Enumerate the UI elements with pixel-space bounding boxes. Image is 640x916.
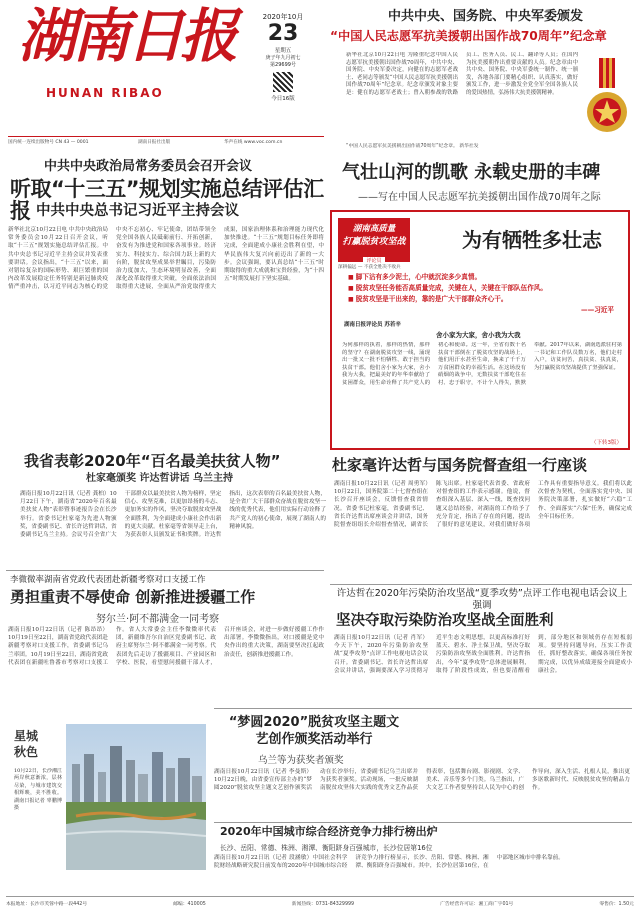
footer-address: 本报地址：长沙市芙蓉中路一段442号: [6, 902, 88, 907]
website-line: 华声在线 www.voc.com.cn: [224, 140, 283, 145]
weekday: 星期五: [274, 48, 292, 54]
photo-block: [6, 724, 206, 872]
city-subhead: 长沙、岳阳、常德、株洲、湘潭、衡阳跻身百强城市，长沙位居第16位: [220, 844, 433, 852]
dream-subhead: 乌兰等为获奖者颁奖: [258, 755, 344, 766]
medal-image: [584, 56, 630, 144]
award-headline: 我省表彰2020年“百名最美扶贫人物”: [24, 452, 281, 470]
city-skyline-image: [66, 724, 206, 870]
editorial-headline: 气壮山河的凯歌 永载史册的丰碑: [342, 162, 601, 183]
date-block: [248, 12, 318, 102]
main-story-text: 新华社北京10月22日电 中共中央政治局常务委员会10月22日召开会议，听取“十三五”规划实施总结评估汇报。中共中央总书记习近平主持会议并发表重要讲话。会议指出，“十三五”以来，面对错综复杂的国际形势、艰巨繁重的国内改革发展稳定任务特别是新冠肺炎疫情严重冲击，以习近平同志为核心的党中央不忘初心、牢记使命，团结带领全党全国各族人民砥砺前行、开拓创新，奋发有为推进党和国家各项事业。经济实力、科技实力、综合国力跃上新的大台阶，脱贫攻坚成果举世瞩目，污染防治力度加大，生态环境明显改善，全面深化改革取得重大突破，全面依法治国取得重大进展，全面从严治党取得重大成果，国家治理体系和治理能力现代化加快推进。“十三五”规划目标任务即将完成，全面建成小康社会胜利在望，中华民族伟大复兴向前迈出了新的一大步。会议强调，要认真总结“十三五”时期取得的重大成就和宝贵经验，为“十四五”时期发展打下坚实基础。: [8, 227, 324, 291]
series-col-heading: 舍小家为大家，舍小我为大我: [436, 331, 521, 339]
logo-pinyin: HUNAN RIBAO: [46, 86, 164, 100]
serial-number: 国内统一连续出版物号 CN 43 — 0001: [8, 140, 89, 145]
dream-headline: “梦圆2020”脱贫攻坚主题文艺创作颁奖活动举行: [228, 715, 400, 747]
award-story: [6, 454, 326, 560]
city-story: [214, 822, 634, 890]
page-count: 今日16版: [271, 96, 295, 102]
photo-caption: 10月22日，长沙湘江两岸秋意渐浓，层林尽染，与城市建筑交相辉映，美不胜收。 湖南日报记者 辜鹏博 摄: [14, 768, 62, 812]
date-month: 2020年10月: [262, 13, 304, 21]
inspection-text: 湖南日报10月22日讯（记者 周勇军）10月22日，国务院第二十七督查组在长沙召开座谈会，反馈督查我省情况。省委书记杜家毫，省委副书记、省长许达哲出席座谈会并讲话，国务院督查组组长介绍督查情况，副省长陈飞出席。杜家毫代表省委、省政府对督查组的工作表示感谢。他说，督查组深入基层、深入一线，既查找问题又总结经验，对湖南的工作给予了充分肯定，指出了存在的问题，提出了很好的意见建议，对我们做好各项工作具有重要指导意义。我们将以此次督查为契机，全面落实党中央、国务院决策部署，扎实做好“六稳”工作、全面落实“六保”任务，确保完成全年目标任务。: [334, 481, 632, 529]
quote-item: ■ 脚下沾有多少泥土，心中就沉淀多少真情。: [348, 273, 482, 281]
award-subhead: 杜家毫颁奖 许达哲讲话 乌兰主持: [86, 473, 233, 484]
series-logo-line1: 湖南高质量: [352, 224, 396, 234]
publisher-line: 湖南日报社出版: [138, 140, 171, 145]
xinjiang-kicker: 李微微率湖南省党政代表团赴新疆考察对口支援工作: [10, 575, 206, 585]
newspaper-logo: 湖南日报: [18, 2, 235, 70]
main-story-subhead: 中共中央总书记习近平主持会议: [36, 203, 239, 219]
series-logo-line2: 打赢脱贫攻坚战: [342, 237, 406, 247]
dream-text: 湖南日报10月22日讯（记者 李曼斯）10月22日晚，由省委宣传部主办的“梦圆2020”脱贫攻坚主题文艺创作颁奖活动在长沙举行，省委副书记乌兰出席并为获奖者颁奖。活动现场，一批反映湖南脱贫攻坚伟大实践的优秀文艺作品获得表彰，包括舞台剧、影视剧、文学、美术、音乐等多个门类。乌兰指出，广大文艺工作者要坚持以人民为中心的创作导向，深入生活、扎根人民，推出更多讴歌新时代、反映脱贫攻坚的精品力作。: [214, 769, 630, 792]
pollution-kicker: 许达哲在2020年污染防治攻坚战“夏季攻势”点评工作电视电话会议上强调: [336, 588, 628, 611]
quote-block: [348, 272, 614, 315]
pollution-text: 湖南日报10月22日讯（记者 肖军）今天下午，2020年污染防治攻坚战“夏季攻势”点评工作电视电话会议召开。省委副书记、省长许达哲出席会议并讲话，强调要深入学习贯彻习近平生态文明思想，以更高标准打好蓝天、碧水、净土保卫战，坚决夺取污染防治攻坚战全面胜利。许达哲指出，今年“夏季攻势”总体进展顺利，取得了阶段性成效，但也要清醒看到，部分地区和领域仍存在短板弱项。要坚持问题导向，压实工作责任，抓好整改落实，确保各项任务按期完成，以优异成绩迎接全面建成小康社会。: [334, 635, 632, 674]
series-box: [330, 210, 630, 450]
main-story-headline: 听取“十三五”规划实施总结评估汇报: [10, 177, 324, 224]
inspection-story: [330, 454, 634, 580]
medal-icon: [584, 56, 630, 144]
top-story-headline: “中国人民志愿军抗美援朝出国作战70周年”纪念章: [330, 29, 607, 43]
series-byline: 湖南日报评论员 苏若辛: [344, 322, 401, 328]
main-story: [6, 160, 326, 450]
footer-ads: 广告经营许可证：湘工商广字01号: [440, 902, 514, 907]
top-story-kicker: 中共中央、国务院、中央军委颁发: [388, 9, 584, 24]
city-photo: [66, 724, 206, 870]
jump-link[interactable]: （下转3版）: [591, 440, 622, 446]
xinjiang-story: [6, 570, 326, 720]
editorial-subhead: ——写在中国人民志愿军抗美援朝出国作战70周年之际: [358, 192, 601, 203]
quote-item: ■ 脱贫攻坚是干出来的，靠的是广大干部群众齐心干。: [348, 295, 508, 303]
photo-title: [14, 728, 38, 760]
photo-title-line: 秋色: [14, 745, 39, 759]
medal-caption: “中国人民志愿军抗美援朝出国作战70周年”纪念章。 新华社发: [346, 144, 479, 149]
award-text: 湖南日报10月22日讯（记者 龚柏）10月22日下午，湖南省“2020年百名最美扶贫人物”表彰暨事迹报告会在长沙举行。省委书记杜家毫为先进人物颁奖，省委副书记、省长许达哲讲话，省委副书记乌兰主持。会议号召全省广大干部群众以最美扶贫人物为榜样，坚定信心、攻坚克难，以更加昂扬的斗志、更加务实的作风，坚决夺取脱贫攻坚战全面胜利，为全面建成小康社会作出新的更大贡献。杜家毫等省领导走上台，为获表彰人员颁发证书和奖牌。许达哲指出，这次表彰的百名最美扶贫人物，是全省广大干部群众奋战在脱贫攻坚一线的优秀代表，他们用实际行动诠释了共产党人的初心使命，展现了湖南人的精神风貌。: [20, 491, 326, 539]
inspection-headline: 杜家毫许达哲与国务院督查组一行座谈: [332, 456, 588, 474]
quote-author: ——习近平: [581, 306, 614, 314]
series-logo-tag: 评论员: [363, 257, 384, 264]
xinjiang-subhead: 努尔兰·阿不都满金一同考察: [96, 614, 220, 625]
pollution-headline: 坚决夺取污染防治攻坚战全面胜利: [336, 613, 554, 629]
photo-title-line: 星城: [14, 729, 39, 743]
footer-hotline: 新闻热线：0731-84329999: [291, 902, 355, 907]
footer-price: 零售价：1.50元: [599, 902, 634, 907]
dream-story: [214, 708, 634, 818]
date-day: 23: [267, 21, 299, 46]
masthead: [0, 0, 328, 150]
city-headline: 2020年中国城市综合经济竞争力排行榜出炉: [220, 825, 438, 838]
pollution-story: [330, 584, 634, 704]
series-logo-sub: 深耕偏远 — 不获全胜决不收兵: [338, 265, 401, 270]
qr-code: [273, 72, 293, 92]
issue-number: 第29699号: [270, 62, 296, 68]
series-headline: 为有牺牲多壮志: [462, 228, 602, 252]
series-logo: [338, 218, 410, 262]
xinjiang-headline: 勇担重责不辱使命 创新推进援疆工作: [10, 588, 256, 606]
lunar-date: 庚子年九月初七: [265, 55, 301, 61]
series-text: 为何那样的执着，那样的热情，那样的坚守？在湖南脱贫攻坚一线，涌现出一批又一批不怕牺牲、敢于担当的扶贫干部。他们舍小家为大家，舍小我为大我，把最美好的年华奉献给了贫困群众，用生命诠释了共产党人的初心和使命。这一年，全省有数十名扶贫干部倒在了脱贫攻坚的战场上，他们用汗水甚至生命，换来了千千万万贫困群众的幸福生活。在这场没有硝烟的战争中，无数扶贫干部吃住在村、忠于职守，不计个人得失，默默奉献。2017年以来，湖南选派驻村第一书记和工作队员数万名，他们走村入户，访贫问苦，真扶贫、扶真贫，为打赢脱贫攻坚战提供了坚强保证。: [342, 342, 622, 386]
xinjiang-text: 湖南日报10月22日讯（记者 陈昂昂）10月19日至22日，湖南省党政代表团赴新疆考察对口支援工作，省委副书记乌兰率团。10月19日至22日，湖南省党政代表团在新疆吐鲁番市考察对口支援工作。省人大常委会主任李微微率代表团，新疆维吾尔自治区党委副书记、政府主席努尔兰·阿不都满金一同考察。代表团先后走访了援疆项目、产业园区和学校、医院，看望慰问援疆干部人才，召开座谈会，对进一步做好援疆工作作出部署。李微微指出，对口援疆是党中央作出的重大决策，湖南要坚决扛起政治责任，创新推进援疆工作。: [8, 627, 324, 666]
footer-postcode: 邮编：410005: [173, 902, 206, 907]
main-story-kicker: 中共中央政治局常务委员会召开会议: [44, 159, 253, 174]
quote-item: ■ 脱贫攻坚任务能否高质量完成，关键在人，关键在干部队伍作风。: [348, 284, 547, 292]
footer: [6, 900, 634, 912]
top-story: [330, 6, 634, 156]
top-story-text: 新华社北京10月22日电 为隆重纪念中国人民志愿军抗美援朝出国作战70周年，中共中央、国务院、中央军委决定，向健在的志愿军老战士、老同志等颁发“中国人民志愿军抗美援朝出国作战70周年”纪念章。纪念章颁发对象主要是：健在的志愿军老战士；曾入朝参战的铁路员工、医务人员、民工、翻译等人员；在国内为抗美援朝作出重要贡献的人员。纪念章由中共中央、国务院、中央军委统一制作、统一颁发，各地各部门要精心组织、认真落实，做好颁发工作，进一步激发全党全军全国各族人民的爱国热情，弘扬伟大抗美援朝精神。: [346, 52, 578, 96]
editorial-block: [330, 160, 634, 205]
city-text: 湖南日报10月22日讯（记者 段涵敏）中国社会科学院财经战略研究院日前发布的2020年中国城市综合经济竞争力排行榜显示，长沙、岳阳、常德、株洲、湘潭、衡阳跻身百强城市。其中，长沙位居第16位，在中部地区城市中排名靠前。: [214, 855, 564, 870]
